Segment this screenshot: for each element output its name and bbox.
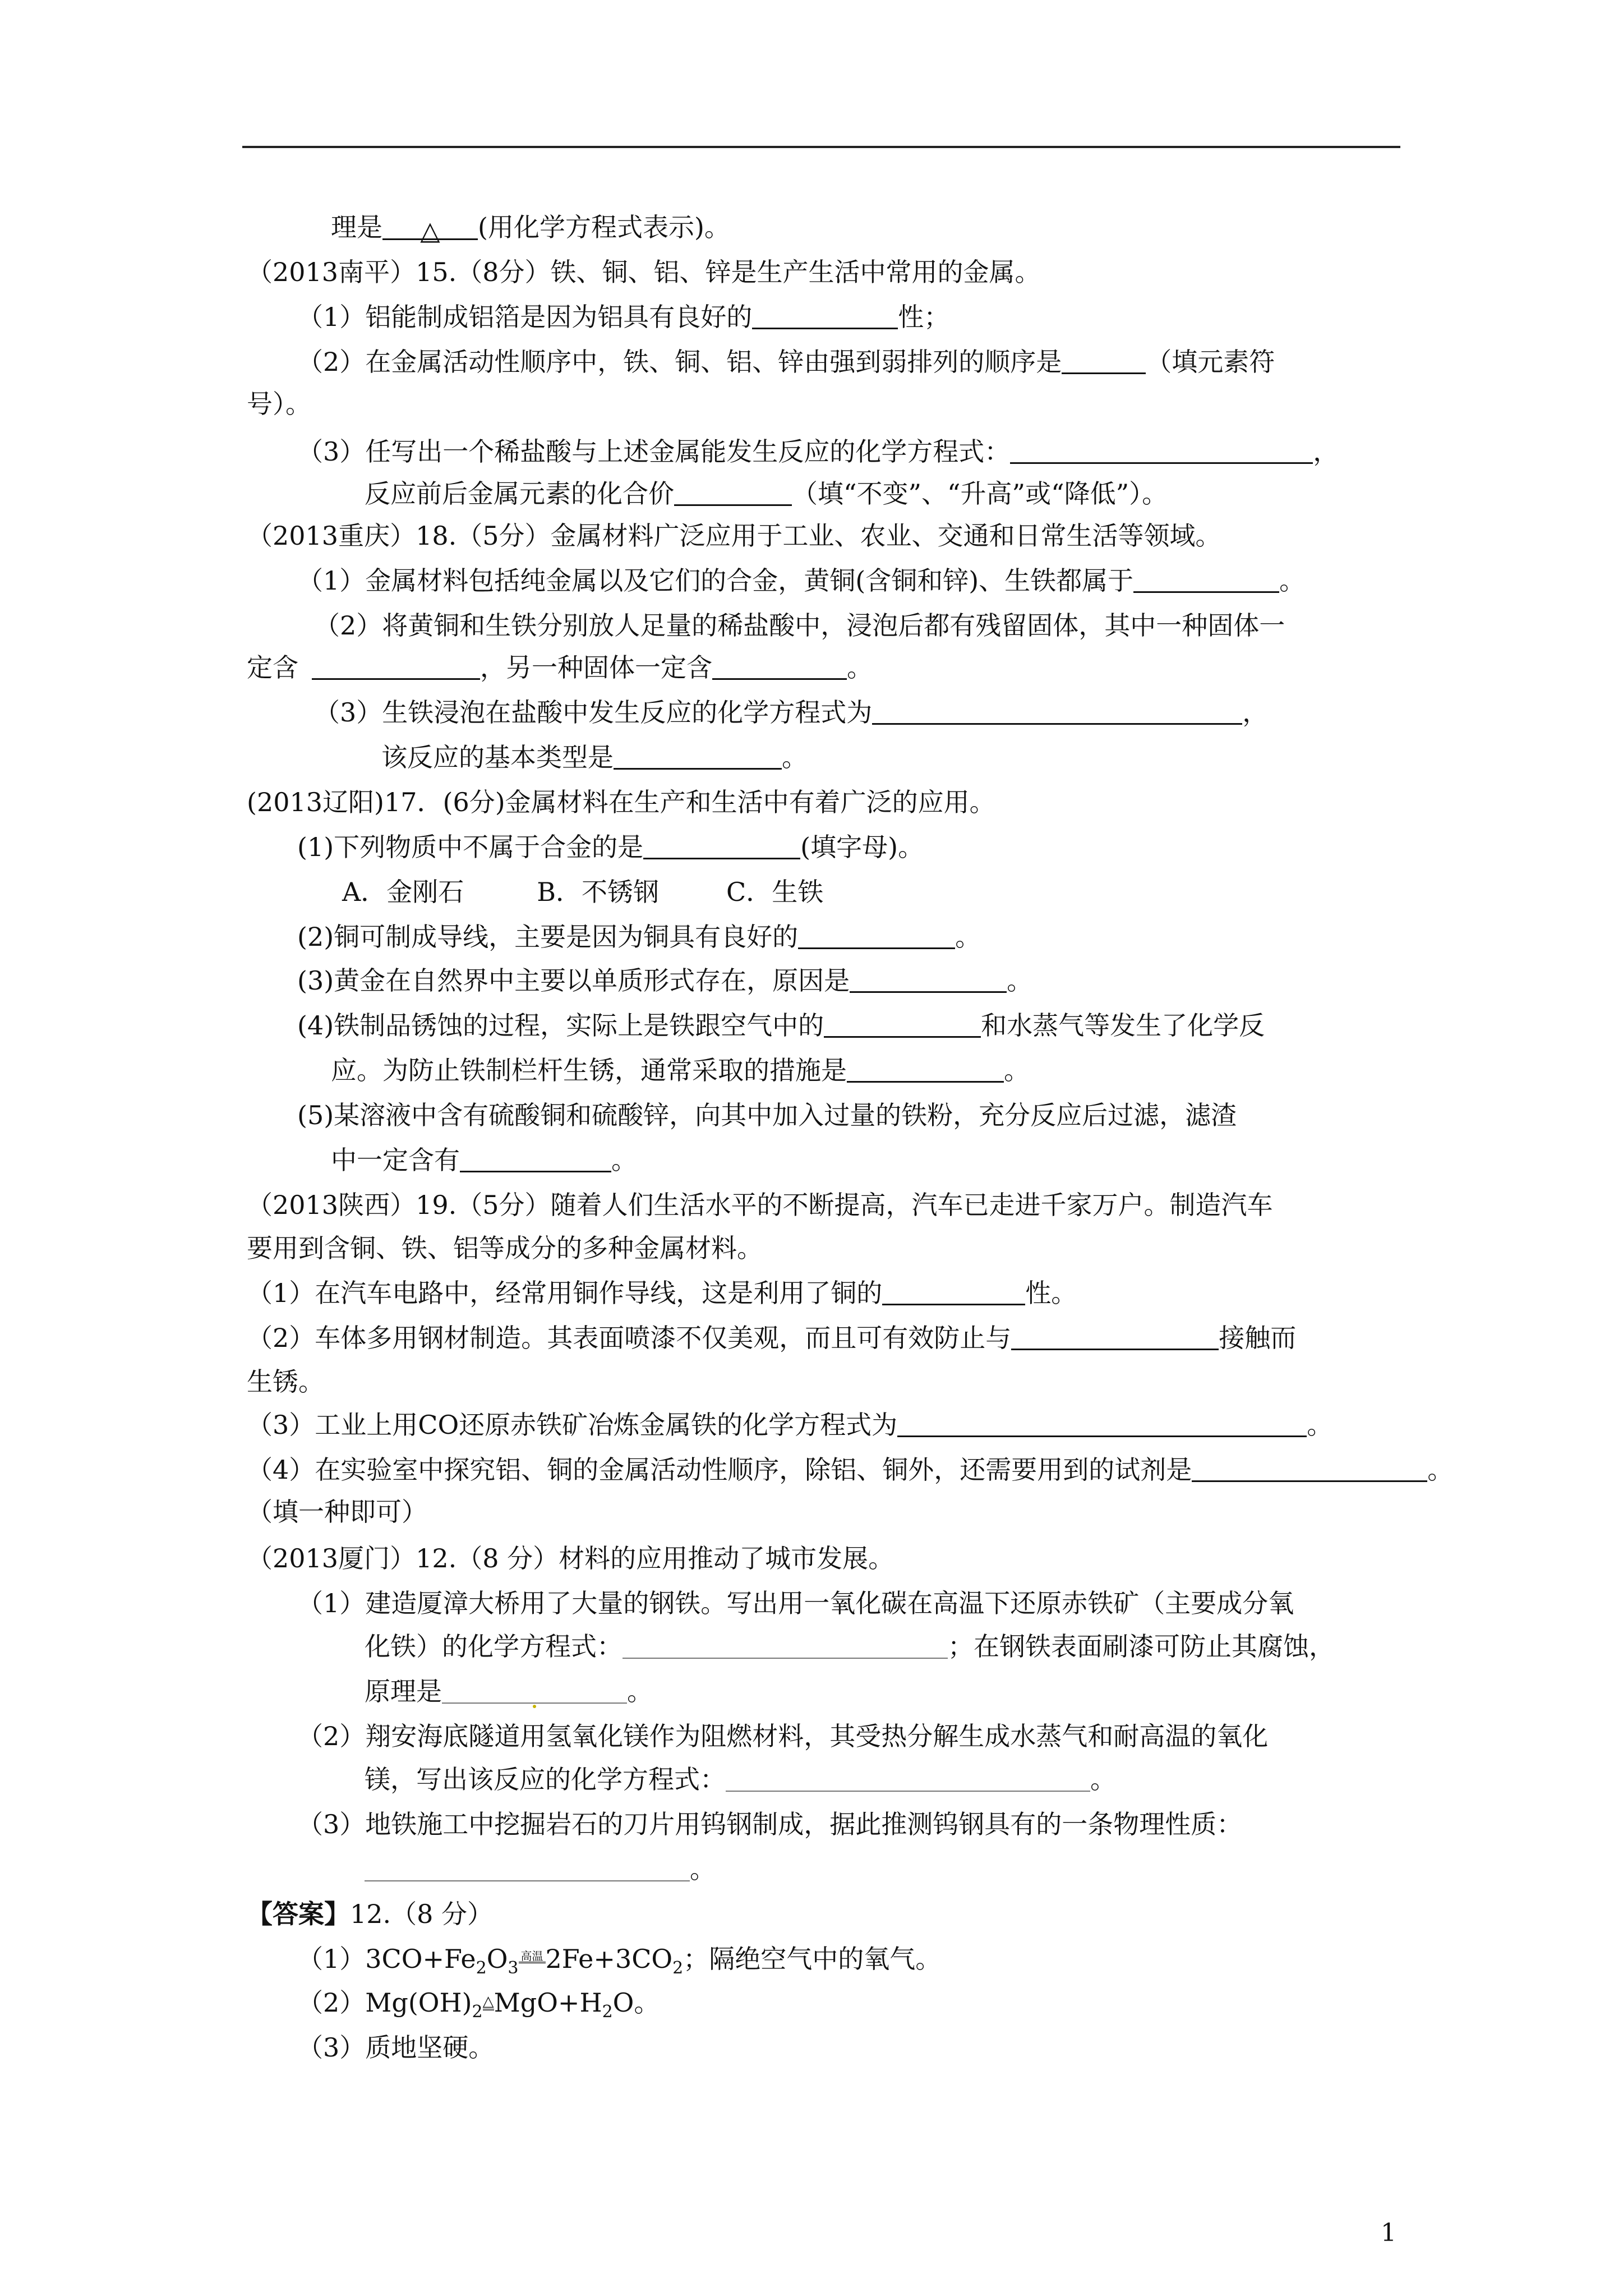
text-line: 化铁）的化学方程式： ；在钢铁表面刷漆可防止其腐蚀， — [365, 1631, 1335, 1662]
answer-blank[interactable]: △ — [382, 214, 478, 240]
answer-blank[interactable] — [1010, 438, 1313, 464]
text-line: （2）将黄铜和生铁分别放人足量的稀盐酸中，浸泡后都有残留固体，其中一种固体一 — [314, 610, 1285, 641]
options-line — [342, 875, 823, 909]
answer-blank[interactable] — [872, 698, 1242, 725]
text-line: (2)铜可制成导线，主要是因为铜具有良好的 。 — [297, 922, 981, 952]
text-line: （2）车体多用钢材制造。其表面喷漆不仅美观，而且可有效防止与 接触而 — [247, 1323, 1297, 1353]
header-rule — [242, 146, 1400, 148]
answer-blank[interactable] — [752, 303, 898, 329]
text-line: 应。为防止铁制栏杆生锈，通常采取的措施是 。 — [331, 1055, 1030, 1085]
answer-line: $(1)3CO+Fe_2O_3$高温$2Fe+3CO_2$；隔绝空气中的氧气。 — [297, 1944, 942, 1978]
text-line: （2）在金属活动性顺序中，铁、铜、铝、锌由强到弱排列的顺序是 （填元素符 — [297, 347, 1275, 377]
question-heading: （2013厦门）12.（8 分）材料的应用推动了城市发展。 — [247, 1543, 895, 1573]
answer-line: $(2)Mg(OH)_2\triangle MgO+H_2O$。 — [297, 1987, 660, 2022]
marker-dot — [533, 1705, 536, 1708]
question-heading: (2013辽阳)17．(6分)金属材料在生产和生活中有着广泛的应用。 — [247, 787, 995, 817]
text-line: （1）建造厦漳大桥用了大量的钢铁。写出用一氧化碳在高温下还原赤铁矿（主要成分氧 — [297, 1588, 1294, 1618]
text-line: （3）生铁浸泡在盐酸中发生反应的化学方程式为 ， — [314, 697, 1269, 728]
answer-blank[interactable] — [726, 1766, 1090, 1792]
answer-blank[interactable] — [798, 923, 955, 949]
answer-blank[interactable] — [847, 1056, 1004, 1083]
option-a[interactable]: A．金刚石 — [342, 877, 464, 907]
text-line: 定含 ，另一种固体一定含 。 — [247, 652, 873, 683]
question-heading: （2013南平）15.（8分）铁、铜、铝、锌是生产生活中常用的金属。 — [247, 257, 1041, 287]
text-line: （3）工业上用CO还原赤铁矿冶炼金属铁的化学方程式为 。 — [247, 1410, 1333, 1440]
text-line: （4）在实验室中探究铝、铜的金属活动性顺序，除铝、铜外，还需要用到的试剂是 。 — [247, 1455, 1454, 1485]
text-line: 生锈。 — [247, 1366, 324, 1397]
answer-blank[interactable] — [850, 967, 1007, 993]
option-c[interactable]: C．生铁 — [726, 877, 824, 907]
answer-blank[interactable] — [712, 654, 847, 680]
answer-line: （3）质地坚硬。 — [297, 2032, 495, 2063]
answer-blank[interactable] — [897, 1411, 1307, 1437]
text-line: （填一种即可） — [247, 1497, 427, 1527]
answer-blank[interactable] — [643, 833, 800, 859]
answer-blank[interactable] — [623, 1633, 948, 1659]
text-line: （3）地铁施工中挖掘岩石的刀片用钨钢制成，据此推测钨钢具有的一条物理性质： — [297, 1809, 1243, 1839]
answer-heading: 【答案】12.（8 分） — [247, 1899, 494, 1929]
text-line: （3）任写出一个稀盐酸与上述金属能发生反应的化学方程式： ， — [297, 436, 1339, 467]
text-line: 原理是 。 — [365, 1674, 653, 1708]
answer-blank[interactable] — [1133, 567, 1279, 593]
text-line: 中一定含有 。 — [331, 1145, 637, 1175]
answer-blank[interactable] — [882, 1279, 1025, 1305]
option-b[interactable]: B．不锈钢 — [537, 877, 660, 907]
text-line: （1）在汽车电路中，经常用铜作导线，这是利用了铜的 性。 — [247, 1278, 1077, 1308]
answer-blank[interactable] — [460, 1146, 611, 1172]
text-line: 要用到含铜、铁、铝等成分的多种金属材料。 — [247, 1233, 763, 1263]
text-line: (5)某溶液中含有硫酸铜和硫酸锌，向其中加入过量的铁粉，充分反应后过滤，滤渣 — [297, 1100, 1237, 1130]
text-line: （1）金属材料包括纯金属以及它们的合金，黄铜(含铜和锌)、生铁都属于 。 — [297, 565, 1306, 596]
question-heading: （2013重庆）18.（5分）金属材料广泛应用于工业、农业、交通和日常生活等领域。 — [247, 521, 1221, 551]
text-line: （1）铝能制成铝箔是因为铝具有良好的 性； — [297, 302, 950, 332]
answer-blank[interactable] — [674, 480, 792, 506]
text-line: （2）翔安海底隧道用氢氧化镁作为阻燃材料，其受热分解生成水蒸气和耐高温的氧化 — [297, 1721, 1269, 1751]
text-line: 该反应的基本类型是 。 — [381, 742, 808, 772]
answer-blank[interactable] — [442, 1678, 627, 1704]
answer-blank[interactable] — [312, 654, 480, 680]
text-line: 理是 △ (用化学方程式表示)。 — [331, 212, 730, 246]
question-heading: （2013陕西）19.（5分）随着人们生活水平的不断提高，汽车已走进千家万户。制造汽车 — [247, 1190, 1273, 1220]
answer-blank[interactable] — [1192, 1456, 1427, 1482]
answer-blank[interactable] — [1062, 348, 1146, 374]
text-line: (4)铁制品锈蚀的过程，实际上是铁跟空气中的 和水蒸气等发生了化学反 — [297, 1010, 1265, 1041]
text-line: 。 — [365, 1852, 716, 1886]
text-line: 反应前后金属元素的化合价 （填“不变”、“升高”或“降低”）。 — [365, 478, 1168, 509]
heat-condition: △ — [482, 1993, 494, 2010]
high-temp-condition: 高温 — [519, 1950, 546, 1963]
text-line: 镁，写出该反应的化学方程式： 。 — [365, 1764, 1116, 1795]
text-line: (1)下列物质中不属于合金的是 (填字母)。 — [297, 832, 924, 862]
answer-blank[interactable] — [614, 743, 782, 770]
answer-blank[interactable] — [824, 1011, 981, 1038]
text-line: (3)黄金在自然界中主要以单质形式存在，原因是 。 — [297, 965, 1033, 996]
text-line: 号）。 — [247, 389, 311, 419]
answer-blank[interactable] — [1011, 1324, 1219, 1350]
answer-blank[interactable] — [365, 1856, 690, 1881]
page-number: 1 — [1381, 2219, 1396, 2247]
